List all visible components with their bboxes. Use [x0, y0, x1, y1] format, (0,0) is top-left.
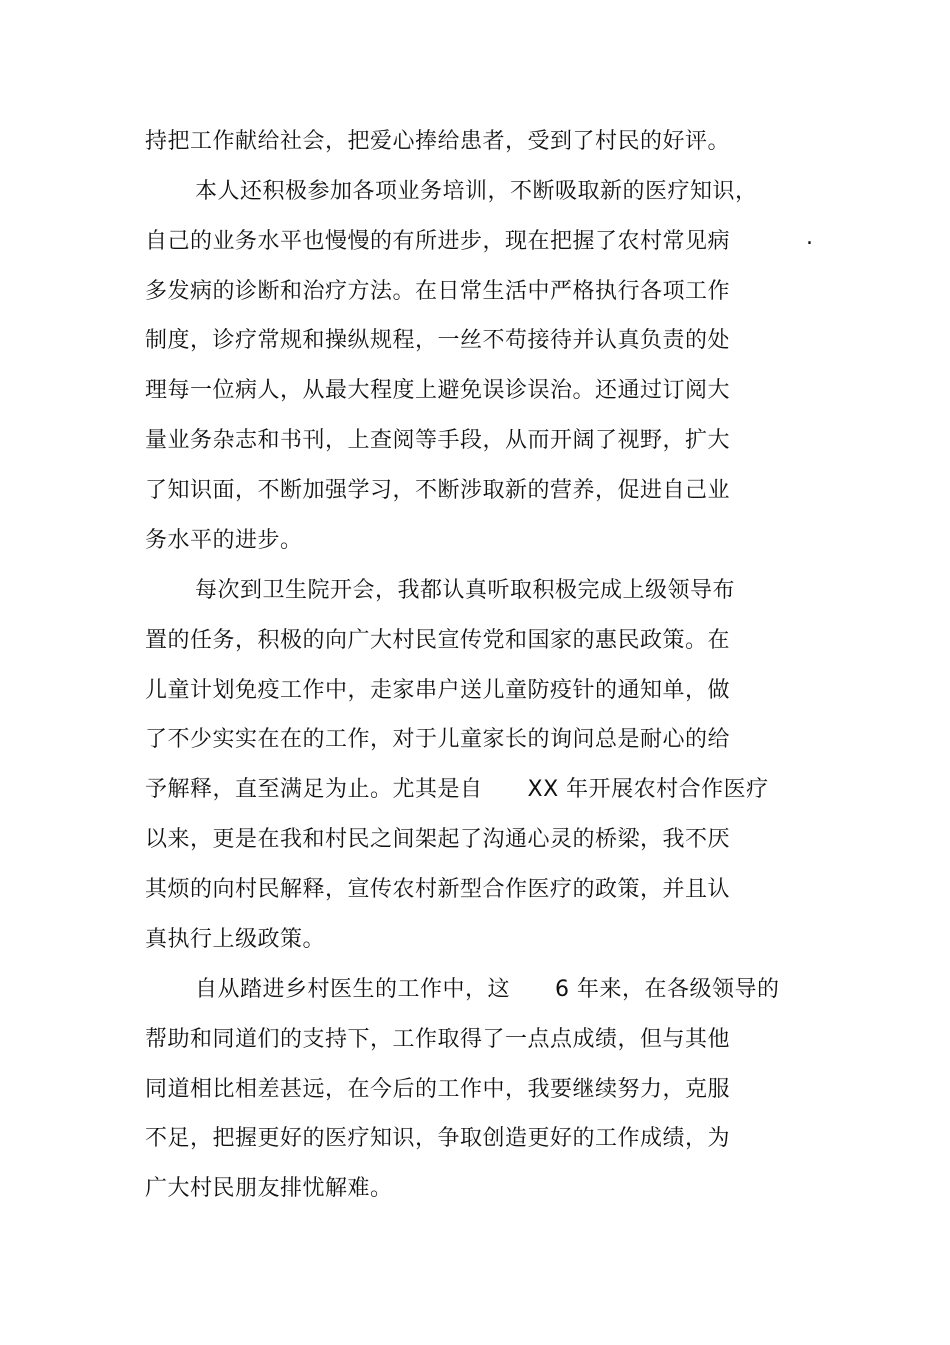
paragraph-start-line: 自从踏进乡村医生的工作中，这 6 年来，在各级领导的: [195, 977, 780, 1002]
text-line: 予解释，直至满足为止。尤其是自 XX 年开展农村合作医疗: [145, 777, 769, 802]
text-line: 其烦的向村民解释，宣传农村新型合作医疗的政策，并且认: [145, 877, 731, 902]
paragraph-start-line: 本人还积极参加各项业务培训，不断吸取新的医疗知识，: [195, 179, 758, 204]
text-line: 理每一位病人，从最大程度上避免误诊误治。还通过订阅大: [145, 378, 731, 403]
text-line: 帮助和同道们的支持下，工作取得了一点点成绩，但与其他: [145, 1027, 731, 1052]
text-line: 制度，诊疗常规和操纵规程，一丝不苟接待并认真负责的处: [145, 328, 731, 353]
text-line: 以来，更是在我和村民之间架起了沟通心灵的桥梁，我不厌: [145, 827, 731, 852]
text-line: 广大村民朋友排忧解难。: [145, 1176, 393, 1201]
text-line: 自己的业务水平也慢慢的有所进步，现在把握了农村常见病: [145, 229, 731, 254]
text-line: 不足，把握更好的医疗知识，争取创造更好的工作成绩，为: [145, 1126, 731, 1151]
text-line: 儿童计划免疫工作中，走家串户送儿童防疫针的通知单，做: [145, 678, 731, 703]
text-line: 真执行上级政策。: [145, 927, 326, 952]
text-line: 量业务杂志和书刊，上查阅等手段，从而开阔了视野，扩大: [145, 428, 731, 453]
margin-mark: .: [806, 225, 813, 250]
text-line: 持把工作献给社会，把爱心捧给患者，受到了村民的好评。: [145, 129, 731, 154]
text-line: 了不少实实在在的工作，对于儿童家长的询问总是耐心的给: [145, 727, 731, 752]
text-line: 置的任务，积极的向广大村民宣传党和国家的惠民政策。在: [145, 628, 731, 653]
text-line: 了知识面，不断加强学习，不断涉取新的营养，促进自己业: [145, 478, 731, 503]
text-line: 务水平的进步。: [145, 528, 303, 553]
text-line: 多发病的诊断和治疗方法。在日常生活中严格执行各项工作: [145, 279, 731, 304]
paragraph-start-line: 每次到卫生院开会，我都认真听取积极完成上级领导布: [195, 578, 736, 603]
text-line: 同道相比相差甚远，在今后的工作中，我要继续努力，克服: [145, 1077, 731, 1102]
